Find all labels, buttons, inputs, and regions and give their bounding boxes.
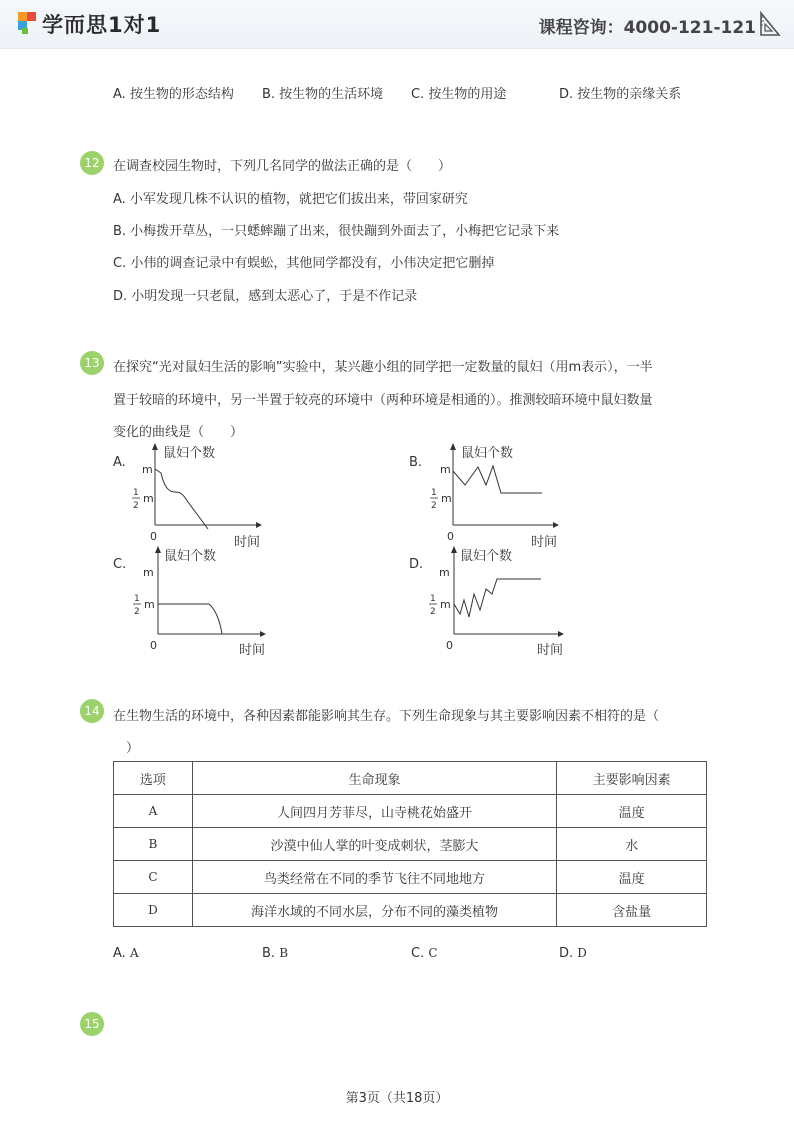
table-row (114, 894, 707, 927)
table-cell-factor: 含盐量 (557, 894, 707, 927)
q14-stem-line-2: ） (126, 741, 140, 756)
option-value: A (129, 946, 139, 960)
table-cell-option: C (114, 861, 193, 894)
table-cell-phenomenon: 人间四月芳菲尽，山寺桃花始盛开 (192, 795, 556, 828)
q11-option-b[interactable]: B. 按生物的生活环境 (262, 87, 384, 102)
graph-a-origin: 0 (150, 530, 157, 543)
table-row (114, 861, 707, 894)
table-row (114, 795, 707, 828)
table-header-row (114, 762, 707, 795)
table-header-cell: 生命现象 (192, 762, 556, 795)
question-number-badge: 15 (80, 1012, 104, 1036)
graph-b-y-axis-label: 鼠妇个数 (461, 446, 514, 461)
brand-logo-icon (14, 8, 42, 36)
graph-a-y-axis-label: 鼠妇个数 (163, 446, 216, 461)
table-cell-option: A (114, 795, 193, 828)
q12-option-b[interactable]: B. 小梅拨开草丛，一只蟋蟀蹦了出来，很快蹦到外面去了，小梅把它记录下来 (113, 224, 560, 239)
graph-b-x-axis-label: 时间 (531, 535, 558, 550)
graph-b-ytick-half-m: m (441, 492, 452, 505)
q12-stem: 在调查校园生物时，下列几名同学的做法正确的是（ ） (113, 159, 452, 174)
graph-d-ytick-half-num: 1 (430, 594, 436, 604)
table-cell-factor: 温度 (557, 861, 707, 894)
table-cell-option: B (114, 828, 193, 861)
q14-option-b[interactable] (262, 946, 288, 961)
graph-b-curve (453, 466, 542, 493)
graph-c[interactable] (128, 542, 273, 662)
graph-d-y-axis-label: 鼠妇个数 (460, 549, 513, 564)
q11-option-c[interactable]: C. 按生物的用途 (411, 87, 507, 102)
graph-a-ytick-half-num: 1 (133, 488, 139, 498)
graph-b-origin: 0 (447, 530, 454, 543)
q12-option-a[interactable]: A. 小军发现几株不认识的植物，就把它们拔出来，带回家研究 (113, 192, 468, 207)
option-prefix: D. (559, 946, 578, 961)
option-value: B (279, 946, 289, 960)
option-prefix: A. (113, 946, 130, 961)
graph-c-ytick-m: m (143, 566, 154, 579)
option-value: D (577, 946, 587, 960)
option-value: C (428, 946, 438, 960)
graph-b[interactable] (425, 440, 565, 552)
graph-b-ytick-half-num: 1 (431, 488, 437, 498)
q11-option-d[interactable]: D. 按生物的亲缘关系 (559, 87, 682, 102)
q12-option-c[interactable]: C. 小伟的调查记录中有蜈蚣，其他同学都没有，小伟决定把它删掉 (113, 256, 495, 271)
table-cell-phenomenon: 沙漠中仙人掌的叶变成刺状，茎膨大 (192, 828, 556, 861)
graph-c-y-axis-label: 鼠妇个数 (164, 549, 217, 564)
table-cell-factor: 水 (557, 828, 707, 861)
graph-d-option-label[interactable]: D. (409, 557, 424, 572)
q14-stem-line-1: 在生物生活的环境中，各种因素都能影响其生存。下列生命现象与其主要影响因素不相符的是（ (113, 709, 660, 724)
graph-d-ytick-m: m (439, 566, 450, 579)
graph-c-ytick-half-den: 2 (134, 607, 140, 617)
q12-option-d[interactable]: D. 小明发现一只老鼠，感到太恶心了，于是不作记录 (113, 289, 418, 304)
question-number-badge: 14 (80, 699, 104, 723)
table-header-cell: 主要影响因素 (557, 762, 707, 795)
graph-c-curve (158, 604, 222, 634)
page-header (0, 0, 794, 49)
graph-a-ytick-half-m: m (143, 492, 154, 505)
graph-a-option-label[interactable]: A. (113, 455, 126, 470)
q14-option-c[interactable] (411, 946, 438, 961)
graph-b-option-label[interactable]: B. (409, 455, 423, 470)
q13-stem-line-1: 在探究“光对鼠妇生活的影响”实验中，某兴趣小组的同学把一定数量的鼠妇（用m表示），一半 (113, 360, 653, 375)
q14-option-a[interactable] (113, 946, 139, 961)
graph-d[interactable] (424, 542, 569, 662)
option-prefix: C. (411, 946, 429, 961)
q13-stem-line-2: 置于较暗的环境中，另一半置于较亮的环境中（两种环境是相通的）。推测较暗环境中鼠妇数量 (113, 393, 653, 408)
graph-d-origin: 0 (446, 639, 453, 652)
q11-option-a[interactable]: A. 按生物的形态结构 (113, 87, 234, 102)
table-cell-phenomenon: 海洋水域的不同水层，分布不同的藻类植物 (192, 894, 556, 927)
ruler-triangle-icon (758, 10, 782, 38)
course-hotline: 课程咨询：4000-121-121 (538, 18, 756, 38)
graph-a-ytick-half-den: 2 (133, 501, 139, 511)
graph-a-curve (155, 469, 208, 529)
graph-d-ytick-half-den: 2 (430, 607, 436, 617)
question-number-badge: 12 (80, 151, 104, 175)
graph-d-ytick-half-m: m (440, 598, 451, 611)
q14-option-d[interactable] (559, 946, 587, 961)
graph-c-option-label[interactable]: C. (113, 557, 127, 572)
option-prefix: B. (262, 946, 280, 961)
graph-c-ytick-half-num: 1 (134, 594, 140, 604)
graph-b-ytick-half-den: 2 (431, 501, 437, 511)
question-number-badge: 13 (80, 351, 104, 375)
graph-d-curve (454, 579, 541, 617)
graph-b-ytick-m: m (440, 463, 451, 476)
brand-name: 学而思1对1 (42, 13, 162, 37)
graph-c-origin: 0 (150, 639, 157, 652)
graph-c-ytick-half-m: m (144, 598, 155, 611)
table-cell-option: D (114, 894, 193, 927)
table-row (114, 828, 707, 861)
table-cell-phenomenon: 鸟类经常在不同的季节飞往不同地地方 (192, 861, 556, 894)
q13-stem-line-3: 变化的曲线是（ ） (113, 425, 244, 440)
q14-table (113, 761, 707, 927)
graph-a-x-axis-label: 时间 (234, 535, 261, 550)
graph-d-x-axis-label: 时间 (537, 643, 564, 658)
page-number-footer: 第3页（共18页） (345, 1091, 449, 1106)
table-cell-factor: 温度 (557, 795, 707, 828)
table-header-cell: 选项 (114, 762, 193, 795)
graph-a[interactable] (128, 440, 268, 552)
graph-a-ytick-m: m (142, 463, 153, 476)
graph-c-x-axis-label: 时间 (239, 643, 266, 658)
